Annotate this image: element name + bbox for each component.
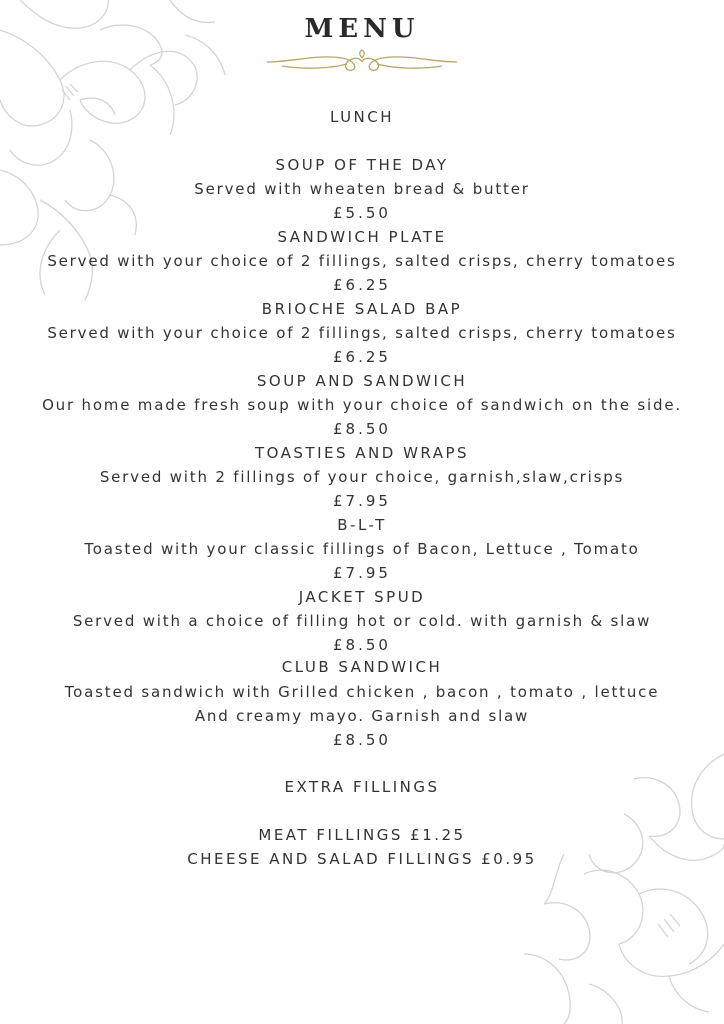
menu-item-description: Served with 2 fillings of your choice, garnish,slaw,crisps: [99, 468, 625, 486]
extra-filling-line: CHEESE AND SALAD FILLINGS £0.95: [187, 850, 537, 868]
section-heading-extra-fillings: EXTRA FILLINGS: [284, 778, 440, 796]
menu-item-name: SANDWICH PLATE: [277, 228, 447, 246]
menu-title: MENU: [304, 14, 420, 44]
menu-item-name: SOUP OF THE DAY: [275, 156, 449, 174]
menu-item-name: JACKET SPUD: [298, 588, 426, 606]
flourish-ornament-icon: [262, 48, 462, 76]
menu-item-price: £8.50: [333, 731, 391, 749]
menu-item-description: Toasted with your classic fillings of Bacon, Lettuce , Tomato: [84, 540, 640, 558]
menu-item-description: Served with your choice of 2 fillings, salted crisps, cherry tomatoes: [47, 252, 677, 270]
menu-item-name: CLUB SANDWICH: [281, 658, 443, 676]
menu-item-price: £6.25: [333, 276, 391, 294]
menu-item-name: SOUP AND SANDWICH: [256, 372, 468, 390]
menu-item-name: B-L-T: [337, 516, 387, 534]
menu-item-name: BRIOCHE SALAD BAP: [261, 300, 463, 318]
section-heading-lunch: LUNCH: [329, 108, 395, 126]
menu-item-price: £7.95: [333, 492, 391, 510]
menu-item-name: TOASTIES AND WRAPS: [254, 444, 470, 462]
menu-item-description: Our home made fresh soup with your choice of sandwich on the side.: [42, 396, 682, 414]
menu-item-price: £7.95: [333, 564, 391, 582]
menu-item-description: Served with a choice of filling hot or cold. with garnish & slaw: [72, 612, 652, 630]
menu-item-description: Served with your choice of 2 fillings, salted crisps, cherry tomatoes: [47, 324, 677, 342]
extra-filling-line: MEAT FILLINGS £1.25: [258, 826, 466, 844]
menu-item-description: Toasted sandwich with Grilled chicken , bacon , tomato , lettuce: [64, 683, 660, 701]
menu-item-price: £8.50: [333, 420, 391, 438]
menu-item-price: £8.50: [333, 636, 391, 654]
menu-item-description-continued: And creamy mayo. Garnish and slaw: [194, 707, 530, 725]
menu-item-price: £6.25: [333, 348, 391, 366]
menu-item-description: Served with wheaten bread & butter: [194, 180, 530, 198]
menu-item-price: £5.50: [333, 204, 391, 222]
